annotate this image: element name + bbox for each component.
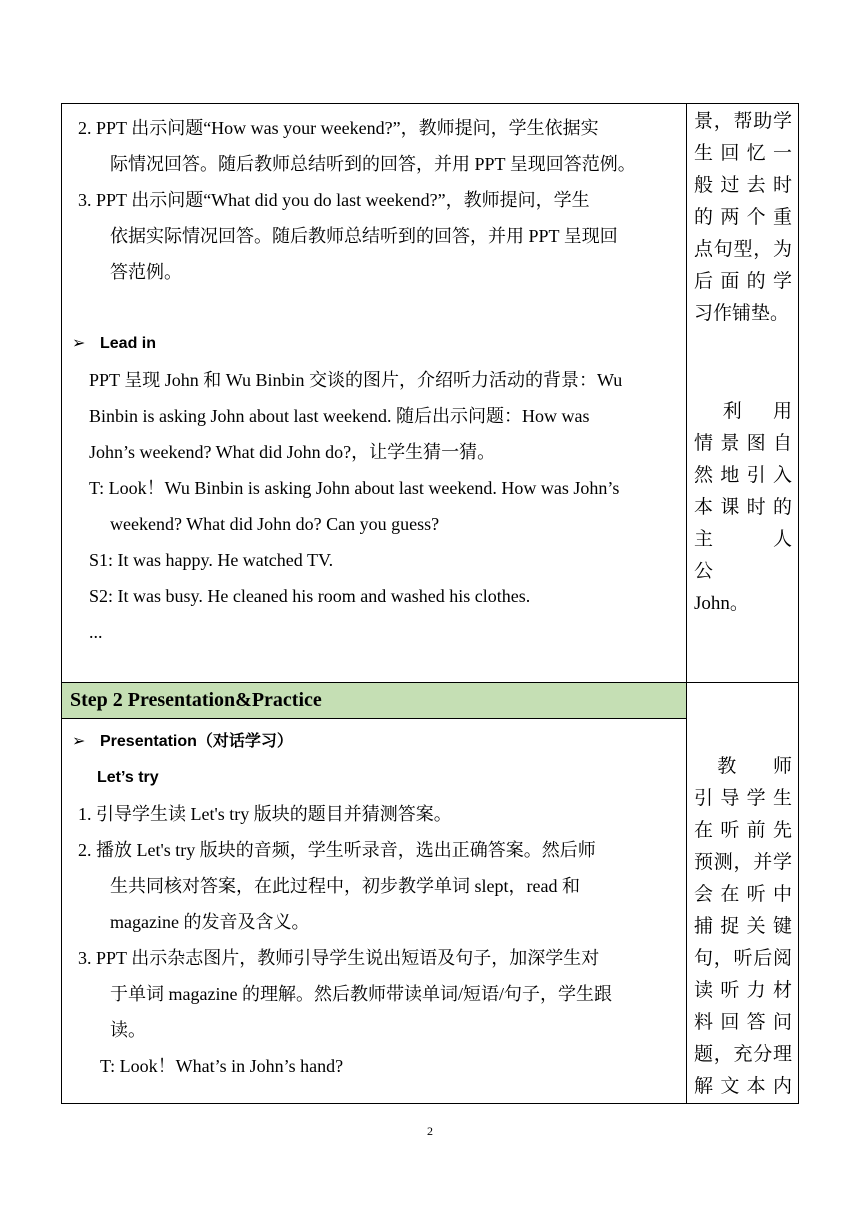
text-line: magazine 的发音及含义。	[110, 911, 310, 932]
text-line: 答范例。	[110, 262, 182, 282]
design-intent-cell-2	[687, 683, 799, 1104]
numbered-item-2	[70, 832, 678, 940]
text-line: weekend? What did John do? Can you guess?	[110, 514, 440, 534]
arrow-bullet-icon: ➢	[72, 335, 86, 352]
numbered-item-3	[70, 182, 678, 290]
text-line: 读。	[110, 1019, 146, 1040]
dialogue-student-2: S2: It was busy. He cleaned his room and washed his clothes.	[89, 586, 531, 606]
side-note-2: 利 用 情 景 图 自 然 地 引 入 本 课 时 的 主 人 公 John。	[694, 401, 816, 614]
presentation-content-cell	[62, 718, 687, 1103]
table-row	[62, 104, 799, 683]
text-line: 依据实际情况回答。随后教师总结听到的回答，并用 PPT 呈现回	[110, 226, 618, 246]
lets-try-heading: Let’s try	[97, 768, 159, 786]
text-line: T: Look！Wu Binbin is asking John about last weekend. How was John’s	[89, 478, 620, 498]
lesson-plan-table	[61, 103, 816, 1104]
teacher-question: T: Look！What’s in John’s hand?	[100, 1055, 344, 1076]
lead-in-heading	[70, 326, 678, 362]
page-number: 2	[427, 1124, 433, 1138]
warmup-content-cell	[62, 104, 687, 683]
presentation-heading	[70, 724, 678, 760]
numbered-item-1: 1. 引导学生读 Let's try 版块的题目并猜测答案。	[78, 803, 452, 824]
heading-label: Presentation（对话学习）	[100, 732, 293, 750]
text-line: 2. 播放 Let's try 版块的音频，学生听录音，选出正确答案。然后师	[78, 839, 596, 860]
lead-in-paragraph	[70, 362, 678, 470]
side-note-3: 教 师 引 导 学 生 在 听 前 先 预测，并学 会 在 听 中 捕 捉 关 键 句，听后阅 读 听 力 材 料 回 答 问 题，充分理 解 文 本 内	[694, 756, 792, 1097]
design-intent-cell	[687, 104, 816, 683]
text-line: 2. PPT 出示问题“How was your weekend?”，教师提问，学生依据实	[78, 118, 599, 138]
numbered-item-3	[70, 940, 678, 1048]
side-note-1: 景，帮助学 生 回 忆 一 般 过 去 时 的 两 个 重 点句型，为 后 面 的 学 习作铺垫。	[694, 111, 792, 324]
text-line: 于单词 magazine 的理解。然后教师带读单词/短语/句子，学生跟	[110, 983, 612, 1004]
text-line: 生共同核对答案，在此过程中，初步教学单词 slept，read 和	[110, 875, 580, 896]
step-2-heading: Step 2 Presentation&Practice	[62, 683, 687, 719]
heading-label: Lead in	[100, 335, 157, 352]
dialogue-ellipsis: ...	[89, 622, 103, 642]
text-line: PPT 呈现 John 和 Wu Binbin 交谈的图片，介绍听力活动的背景：Wu	[89, 370, 623, 390]
text-line: 3. PPT 出示杂志图片，教师引导学生说出短语及句子，加深学生对	[78, 947, 600, 968]
text-line: 3. PPT 出示问题“What did you do last weekend?”，教师提问，学生	[78, 190, 590, 210]
dialogue-teacher	[70, 470, 678, 542]
table-row	[62, 683, 799, 719]
numbered-item-2	[70, 110, 678, 182]
text-line: John’s weekend? What did John do?，让学生猜一猜。	[89, 442, 496, 462]
arrow-bullet-icon: ➢	[72, 732, 86, 750]
text-line: 际情况回答。随后教师总结听到的回答，并用 PPT 呈现回答范例。	[110, 154, 636, 174]
dialogue-student-1: S1: It was happy. He watched TV.	[89, 550, 334, 570]
text-line: Binbin is asking John about last weekend. 随后出示问题：How was	[89, 406, 590, 426]
